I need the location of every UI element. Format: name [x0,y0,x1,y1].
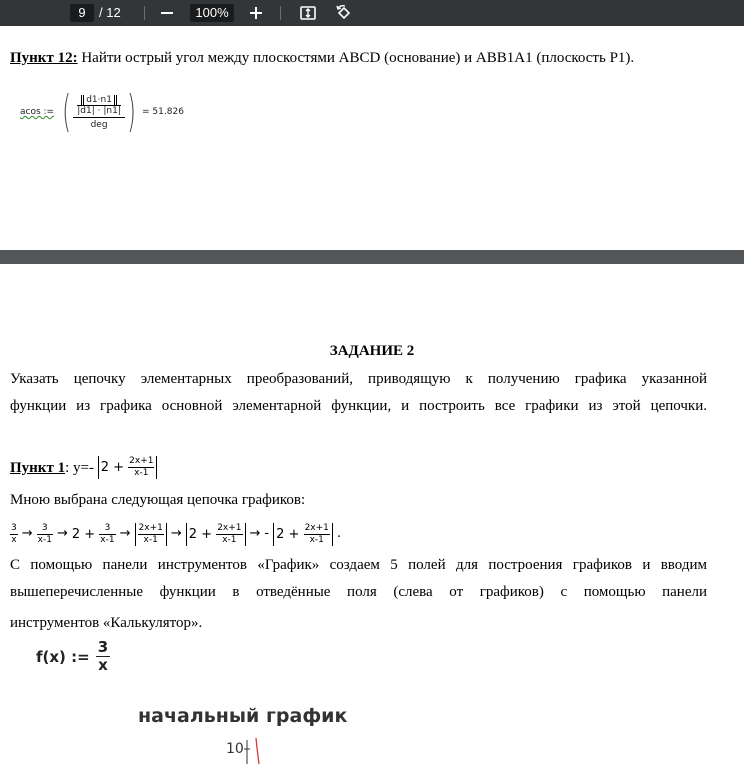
chain-f3: 2 + $\frac{3}{x-1}$ [71,522,115,545]
formula-fraction: d1·n1 |d1| · |n1| deg [73,95,125,130]
mathcad-function-def: f(x) := $\frac{3}{x}$ [36,638,109,674]
task-line-1: Указать цепочку элементарных преобразований, приводящую к получению графика указанной [10,371,707,387]
pdf-toolbar [0,0,744,26]
arrow-icon: → [170,526,182,541]
zoom-input[interactable]: 100% [190,4,234,22]
zoom-out-button[interactable] [157,3,177,23]
fit-page-button[interactable] [298,3,318,23]
task-line-2: функции из графика основной элементарной функции, и построить все графики из этой цепочки. [10,398,707,414]
arrow-icon: → [119,526,131,541]
point-12-text: Найти острый угол между плоскостями ABCD (основание) и ABB1A1 (плоскость P1). [77,50,635,66]
point-1-label: Пункт 1 [10,459,66,476]
para-line-3: инструментов «Калькулятор». [10,615,203,631]
arrow-icon: → [21,526,33,541]
page-number-input[interactable]: 9 [70,4,94,22]
chain-f1: $\frac{3}{x}$ [11,522,17,545]
para-line-2: вышеперечисленные функции в отведённые поля (слева от графиков) с помощью панели [10,584,707,600]
toolbar-divider [144,6,145,20]
page-total: / 12 [99,5,121,20]
chain-f4: $\frac{2x+1}{x-1}$ [135,523,167,546]
formula-lhs: acos := [20,107,55,117]
para-line-1: С помощью панели инструментов «График» создаем 5 полей для построения графиков и вводим [10,557,707,573]
graph-axis-tick: 10 [226,741,244,757]
graph-caption: начальный график [138,705,348,727]
chain-f6: 2 + $\frac{2x+1}{x-1}$ [273,523,333,546]
fit-page-icon [299,4,317,22]
formula-result: = 51.826 [142,107,184,117]
arrow-icon: → [56,526,68,541]
point-12-label: Пункт 12: [10,50,78,66]
chain-f5: 2 + $\frac{2x+1}{x-1}$ [186,523,246,546]
graph-start [244,736,264,764]
pdf-page [0,26,744,250]
point-1-abs: 2 + $\frac{2x+1}{x-1}$ [98,456,158,479]
minus-icon [160,6,174,20]
point-12-heading [10,49,634,67]
chain-f2: $\frac{3}{x-1}$ [37,522,52,545]
chain-intro: Мною выбрана следующая цепочка графиков: [10,492,306,508]
task-title: ЗАДАНИЕ 2 [329,343,415,359]
toolbar-divider [280,6,281,20]
chain-formulas: $\frac{3}{x}$ → $\frac{3}{x-1}$ → 2 + $\frac{3}{x-1}$ → $\frac{2x+1}{x-1}$ → 2 + $\frac{2x+1}{x-1}$ → - 2 + $\frac{2x+1}{x-1}$ . [11,522,342,545]
acos-formula: acos := ( d1·n1 |d1| · |n1| deg ) = 51.826 [20,86,184,137]
zoom-in-button[interactable] [246,3,266,23]
point-1-prefix: : y=- [65,459,98,476]
plus-icon [249,6,263,20]
rotate-icon [335,4,353,22]
arrow-icon: → [249,526,261,541]
point-1-line [10,456,157,479]
pdf-page [0,264,744,764]
rotate-button[interactable] [334,3,354,23]
